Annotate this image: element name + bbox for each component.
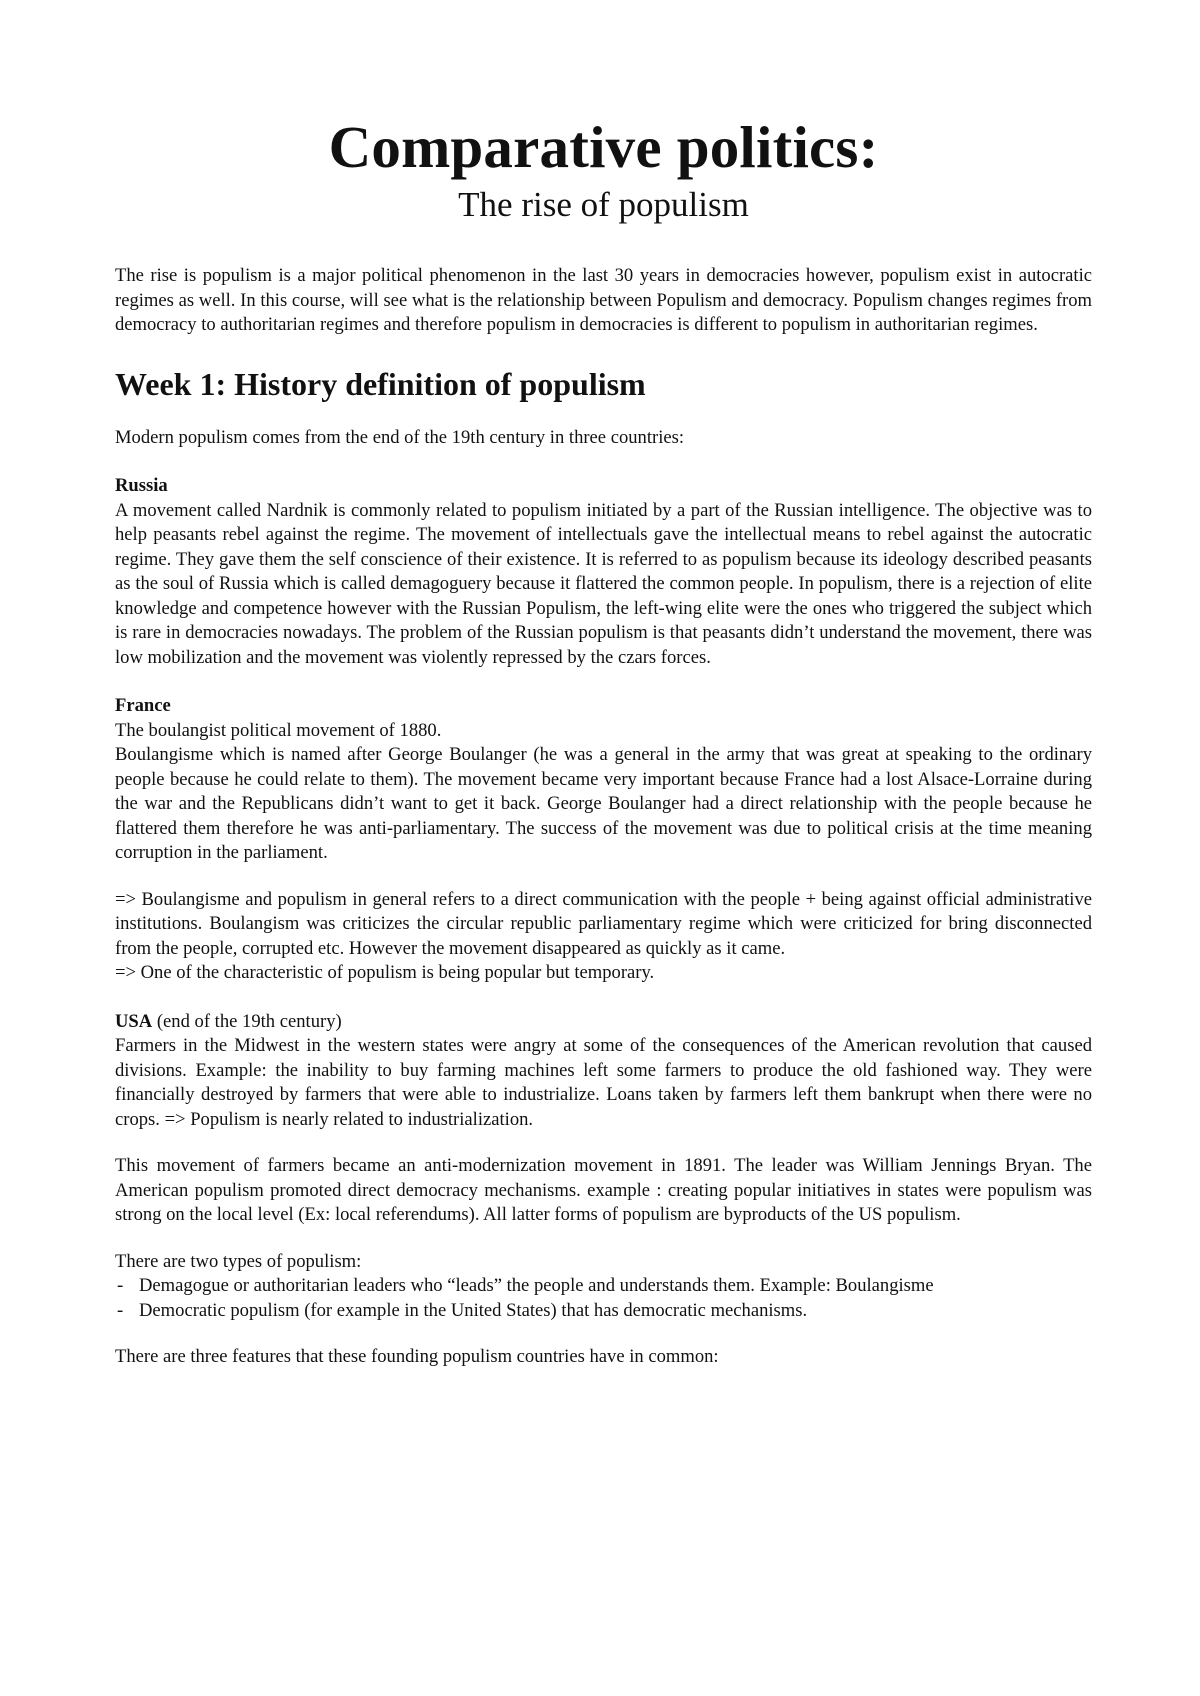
usa-section (115, 1010, 1092, 1228)
usa-heading: USA (115, 1010, 153, 1032)
russia-paragraph: A movement called Nardnik is commonly related to populism initiated by a part of the Russian intelligence. The objective was to help peasants rebel against the regime. The movement of intellectuals gave the intellectual means to rebel against the autocratic regime. They gave them the self conscience of their existence. It is referred to as populism because its ideology described peasants as the soul of Russia which is called demagoguery because it flattered the common people. In populism, there is a rejection of elite knowledge and competence however with the Russian Populism, the left-wing elite were the ones who triggered the subject which is rare in democracies nowadays. The problem of the Russian populism is that peasants didn’t understand the movement, there was low mobilization and the movement was violently repressed by the czars forces. (115, 499, 1092, 668)
week1-lead-paragraph: Modern populism comes from the end of the 19th century in three countries: (115, 426, 685, 448)
france-note-2: => One of the characteristic of populism is being popular but temporary. (115, 962, 655, 983)
types-list (115, 1274, 1092, 1323)
list-item-text: Democratic populism (for example in the United States) that has democratic mechanisms. (139, 1299, 808, 1321)
document-subtitle: The rise of populism (458, 185, 749, 224)
usa-heading-line (115, 1010, 1092, 1035)
types-section (115, 1250, 1092, 1324)
features-lead: There are three features that these founding populism countries have in common: (115, 1346, 719, 1367)
russia-section (115, 474, 1092, 670)
france-heading: France (115, 695, 171, 716)
france-line1: The boulangist political movement of 1880. (115, 719, 442, 741)
usa-heading-suffix: (end of the 19th century) (152, 1010, 342, 1032)
usa-paragraph: Farmers in the Midwest in the western states were angry at some of the consequences of the American revolution that caused divisions. Example: the inability to buy farming machines left some farmers to produce the old fashioned way. They were financially destroyed by farmers that were able to industrialize. Loans taken by farmers left them bankrupt when there were no crops. => Populism is nearly related to industrialization. (115, 1035, 1092, 1130)
document-title: Comparative politics: (328, 114, 879, 180)
document-page (115, 0, 1092, 1370)
bullet-dash: - (117, 1299, 124, 1321)
bullet-dash: - (117, 1275, 124, 1296)
france-paragraph: Boulangisme which is named after George Boulanger (he was a general in the army that was great at speaking to the ordinary people because he could relate to them). The movement became very important because France had a lost Alsace-Lorraine during the war and the Republicans didn’t want to get it back. George Boulanger had a direct relationship with the people because he flattered them therefore he was anti-parliamentary. The success of the movement was due to political crisis at the time meaning corruption in the parliament. (115, 744, 1092, 863)
france-section (115, 694, 1092, 986)
intro-paragraph: The rise is populism is a major political phenomenon in the last 30 years in democracies however, populism exist in autocratic regimes as well. In this course, will see what is the relationship between Populism and democracy. Populism changes regimes from democracy to authoritarian regimes and therefore populism in democracies is different to populism in authoritarian regimes. (115, 265, 1092, 335)
france-note-1: => Boulangisme and populism in general refers to a direct communication with the people + being against official administrative institutions. Boulangism was criticizes the circular republic parliamentary regime which were criticized for bring disconnected from the people, corrupted etc. However the movement disappeared as quickly as it came. (115, 888, 1092, 959)
list-item-text: Demagogue or authoritarian leaders who “leads” the people and understands them. Example: Boulangisme (139, 1275, 934, 1296)
types-lead: There are two types of populism: (115, 1250, 362, 1272)
week1-heading: Week 1: History definition of populism (115, 365, 646, 402)
list-item (115, 1274, 1092, 1299)
russia-heading: Russia (115, 475, 168, 496)
list-item (115, 1299, 1092, 1324)
usa-paragraph-2: This movement of farmers became an anti-modernization movement in 1891. The leader was William Jennings Bryan. The American populism promoted direct democracy mechanisms. example : creating popular initiatives in states were populism was strong on the local level (Ex: local referendums). All latter forms of populism are byproducts of the US populism. (115, 1155, 1092, 1225)
